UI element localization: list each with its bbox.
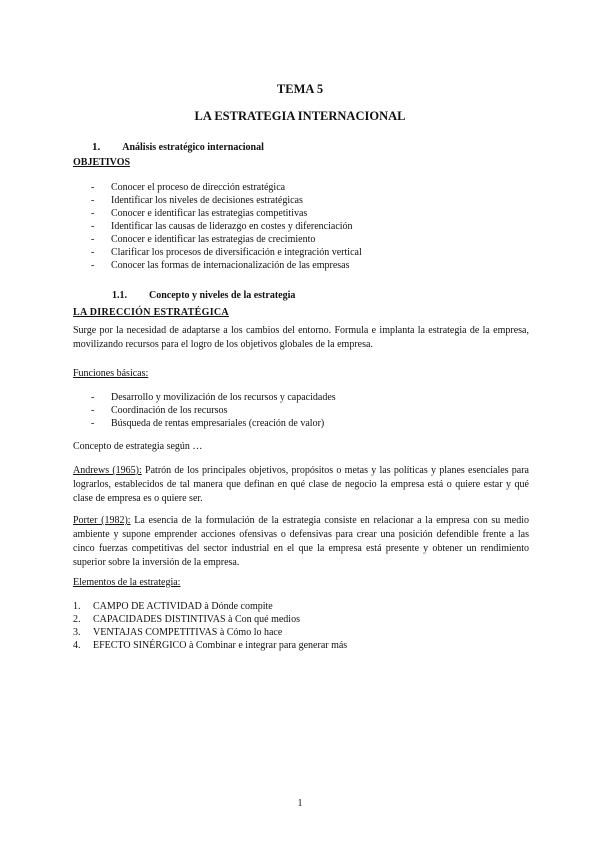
document-page: TEMA 5 LA ESTRATEGIA INTERNACIONAL 1. Análisis estratégico internacional OBJETIVOS - Conocer el proceso de dirección estratégica - Identificar los niveles de decisiones estratégicas - Conocer e identificar las estrategias competitivas - Identificar las causas de liderazgo en costes y diferenciación - Conocer e identificar las estrategias de crecimiento - Clarificar los procesos de diversificación e integración vertical - Conocer las formas de internacionalización de las empresas 1.1. Concepto y niveles de la estrategia LA DIRECCIÓN ESTRATÉGICA Surge por la necesidad de adaptarse a los cambios del entorno. Formula e implanta la estrategia de la empresa, movilizando recursos para el logro de los objetivos globales de la empresa. Funciones básicas: - Desarrollo y movilización de los recursos y capacidades - Coordinación de los recursos - Búsqueda de rentas empresariales (creación de valor) Concepto de estrategia según … Andrews (1965): Patrón de los principales objetivos, propósitos o metas y las políticas y planes esenciales para lograrlos, establecidos de tal manera que definan en qué clase de negocio la empresa está o quiere estar y qué clase de empresa es o quiere ser. Porter (1982): La esencia de la formulación de la estrategia consiste en relacionar a la empresa con su medio ambiente y supone emprender acciones ofensivas o defensivas para crear una posición defendible frente a las cinco fuerzas competitivas del sector industrial en el que la empresa está presente y obtener un rendimiento superior sobre la inversión de la empresa. Elementos de la estrategia: 1. CAMPO DE ACTIVIDAD à Dónde compite 2. CAPACIDADES DISTINTIVAS à Con qué medios 3. VENTAJAS COMPETITIVAS à Cómo lo hace 4. EFECTO SINÉRGICO à Combinar e integrar para generar más 1	[0, 0, 600, 848]
section-heading-1-1	[112, 285, 295, 303]
andrews-label: Andrews (1965):	[73, 465, 142, 476]
page-number: 1	[297, 798, 303, 809]
direccion-paragraph: Surge por la necesidad de adaptarse a los cambios del entorno. Formula e implanta la estrategia de la empresa, movilizando recursos para el logro de los objetivos globales de la empresa.	[73, 325, 529, 350]
elementos-heading: Elementos de la estrategia:	[73, 577, 181, 588]
doc-title-tema: TEMA 5	[276, 82, 324, 96]
funciones-heading: Funciones básicas:	[73, 368, 149, 379]
section-title: Concepto y niveles de la estrategia	[149, 290, 296, 301]
porter-paragraph	[73, 514, 529, 570]
section-title: Análisis estratégico internacional	[122, 142, 264, 153]
doc-title-main: LA ESTRATEGIA INTERNACIONAL	[194, 109, 406, 123]
andrews-paragraph	[73, 464, 529, 506]
andrews-text: Patrón de los principales objetivos, propósitos o metas y las políticas y planes esenciales para lograrlos, establecidos de tal manera que definan en qué clase de negocio la empresa está o quiere estar y qué clase de empresa es o quiere ser.	[73, 465, 529, 504]
section-number: 1.1.	[112, 290, 127, 301]
porter-label: Porter (1982):	[73, 515, 131, 526]
section-number: 1.	[92, 141, 101, 153]
direccion-heading: LA DIRECCIÓN ESTRATÉGICA	[73, 307, 229, 318]
concepto-intro: Concepto de estrategia según …	[73, 441, 203, 452]
porter-text: La esencia de la formulación de la estrategia consiste en relacionar a la empresa con su medio ambiente y supone emprender acciones ofensivas o defensivas para crear una posición defendible frente a las cinco fuerzas competitivas del sector industrial en el que la empresa está presente y obtener un rendimiento superior sobre la inversión de la empresa.	[73, 515, 529, 568]
section-heading-1	[92, 137, 264, 155]
objectives-heading: OBJETIVOS	[73, 157, 131, 168]
